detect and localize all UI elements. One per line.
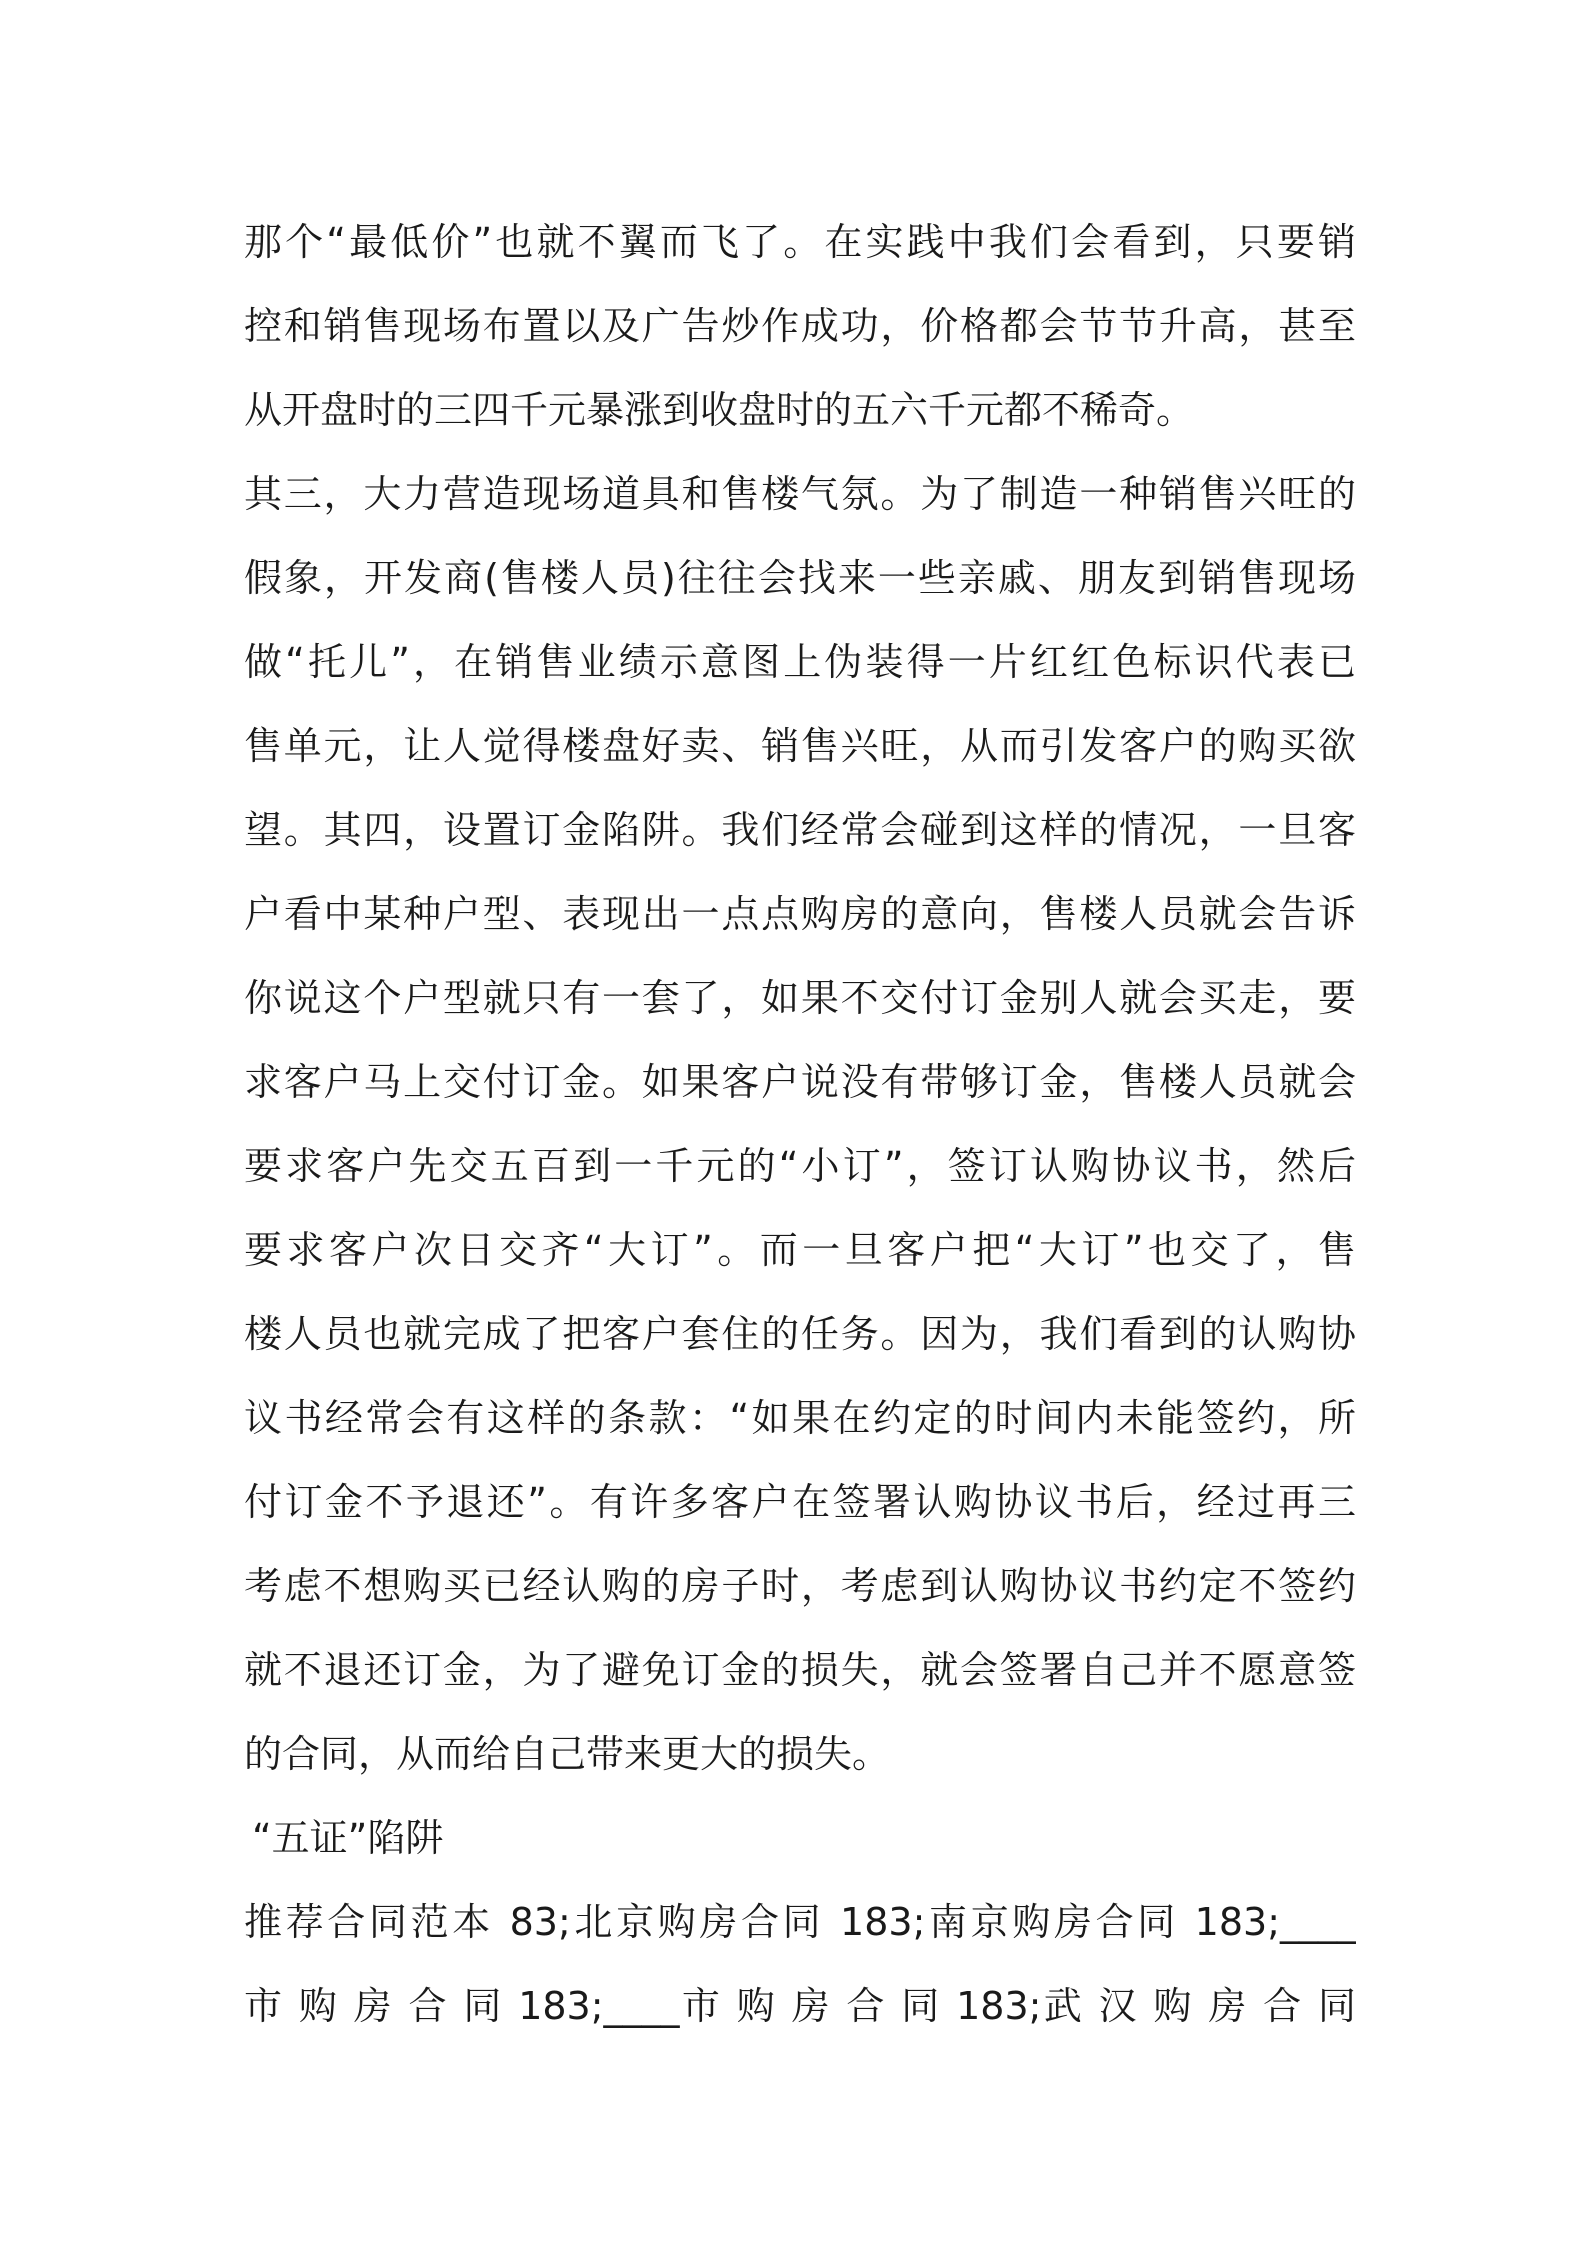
paragraph-line: 要求客户次日交齐“大订”。而一旦客户把“大订”也交了，售 xyxy=(244,1228,1356,1272)
paragraph-line: 从开盘时的三四千元暴涨到收盘时的五六千元都不稀奇。 xyxy=(244,388,1195,432)
recommended-contracts-line: 推荐合同范本 83;北京购房合同 183;南京购房合同 183;____ xyxy=(244,1900,1356,1944)
paragraph-line: 假象，开发商(售楼人员)往往会找来一些亲戚、朋友到销售现场 xyxy=(244,556,1356,600)
paragraph-line: 考虑不想购买已经认购的房子时，考虑到认购协议书约定不签约 xyxy=(244,1564,1356,1608)
paragraph-line: 售单元，让人觉得楼盘好卖、销售兴旺，从而引发客户的购买欲 xyxy=(244,724,1356,768)
recommended-contracts-line: 市 购 房 合 同 183;____市 购 房 合 同 183;武 汉 购 房 合 同 xyxy=(244,1984,1356,2028)
paragraph-line: 做“托儿”，在销售业绩示意图上伪装得一片红红色标识代表已 xyxy=(244,640,1356,684)
paragraph-line: 望。其四，设置订金陷阱。我们经常会碰到这样的情况，一旦客 xyxy=(244,808,1356,852)
section-heading: “五证”陷阱 xyxy=(252,1816,444,1860)
paragraph-line: 控和销售现场布置以及广告炒作成功，价格都会节节升高，甚至 xyxy=(244,304,1356,348)
paragraph-line: 那个“最低价”也就不翼而飞了。在实践中我们会看到，只要销 xyxy=(244,220,1356,264)
paragraph-line: 楼人员也就完成了把客户套住的任务。因为，我们看到的认购协 xyxy=(244,1312,1356,1356)
paragraph-line: 议书经常会有这样的条款：“如果在约定的时间内未能签约，所 xyxy=(244,1396,1356,1440)
paragraph-line: 要求客户先交五百到一千元的“小订”，签订认购协议书，然后 xyxy=(244,1144,1356,1188)
paragraph-line: 户看中某种户型、表现出一点点购房的意向，售楼人员就会告诉 xyxy=(244,892,1356,936)
paragraph-line: 付订金不予退还”。有许多客户在签署认购协议书后，经过再三 xyxy=(244,1480,1356,1524)
document-body xyxy=(244,200,1356,2048)
paragraph-line: 你说这个户型就只有一套了，如果不交付订金别人就会买走，要 xyxy=(244,976,1356,1020)
paragraph-line: 的合同，从而给自己带来更大的损失。 xyxy=(244,1732,891,1776)
paragraph-line: 其三，大力营造现场道具和售楼气氛。为了制造一种销售兴旺的 xyxy=(244,472,1356,516)
paragraph-line: 求客户马上交付订金。如果客户说没有带够订金，售楼人员就会 xyxy=(244,1060,1356,1104)
paragraph-line: 就不退还订金，为了避免订金的损失，就会签署自己并不愿意签 xyxy=(244,1648,1356,1692)
